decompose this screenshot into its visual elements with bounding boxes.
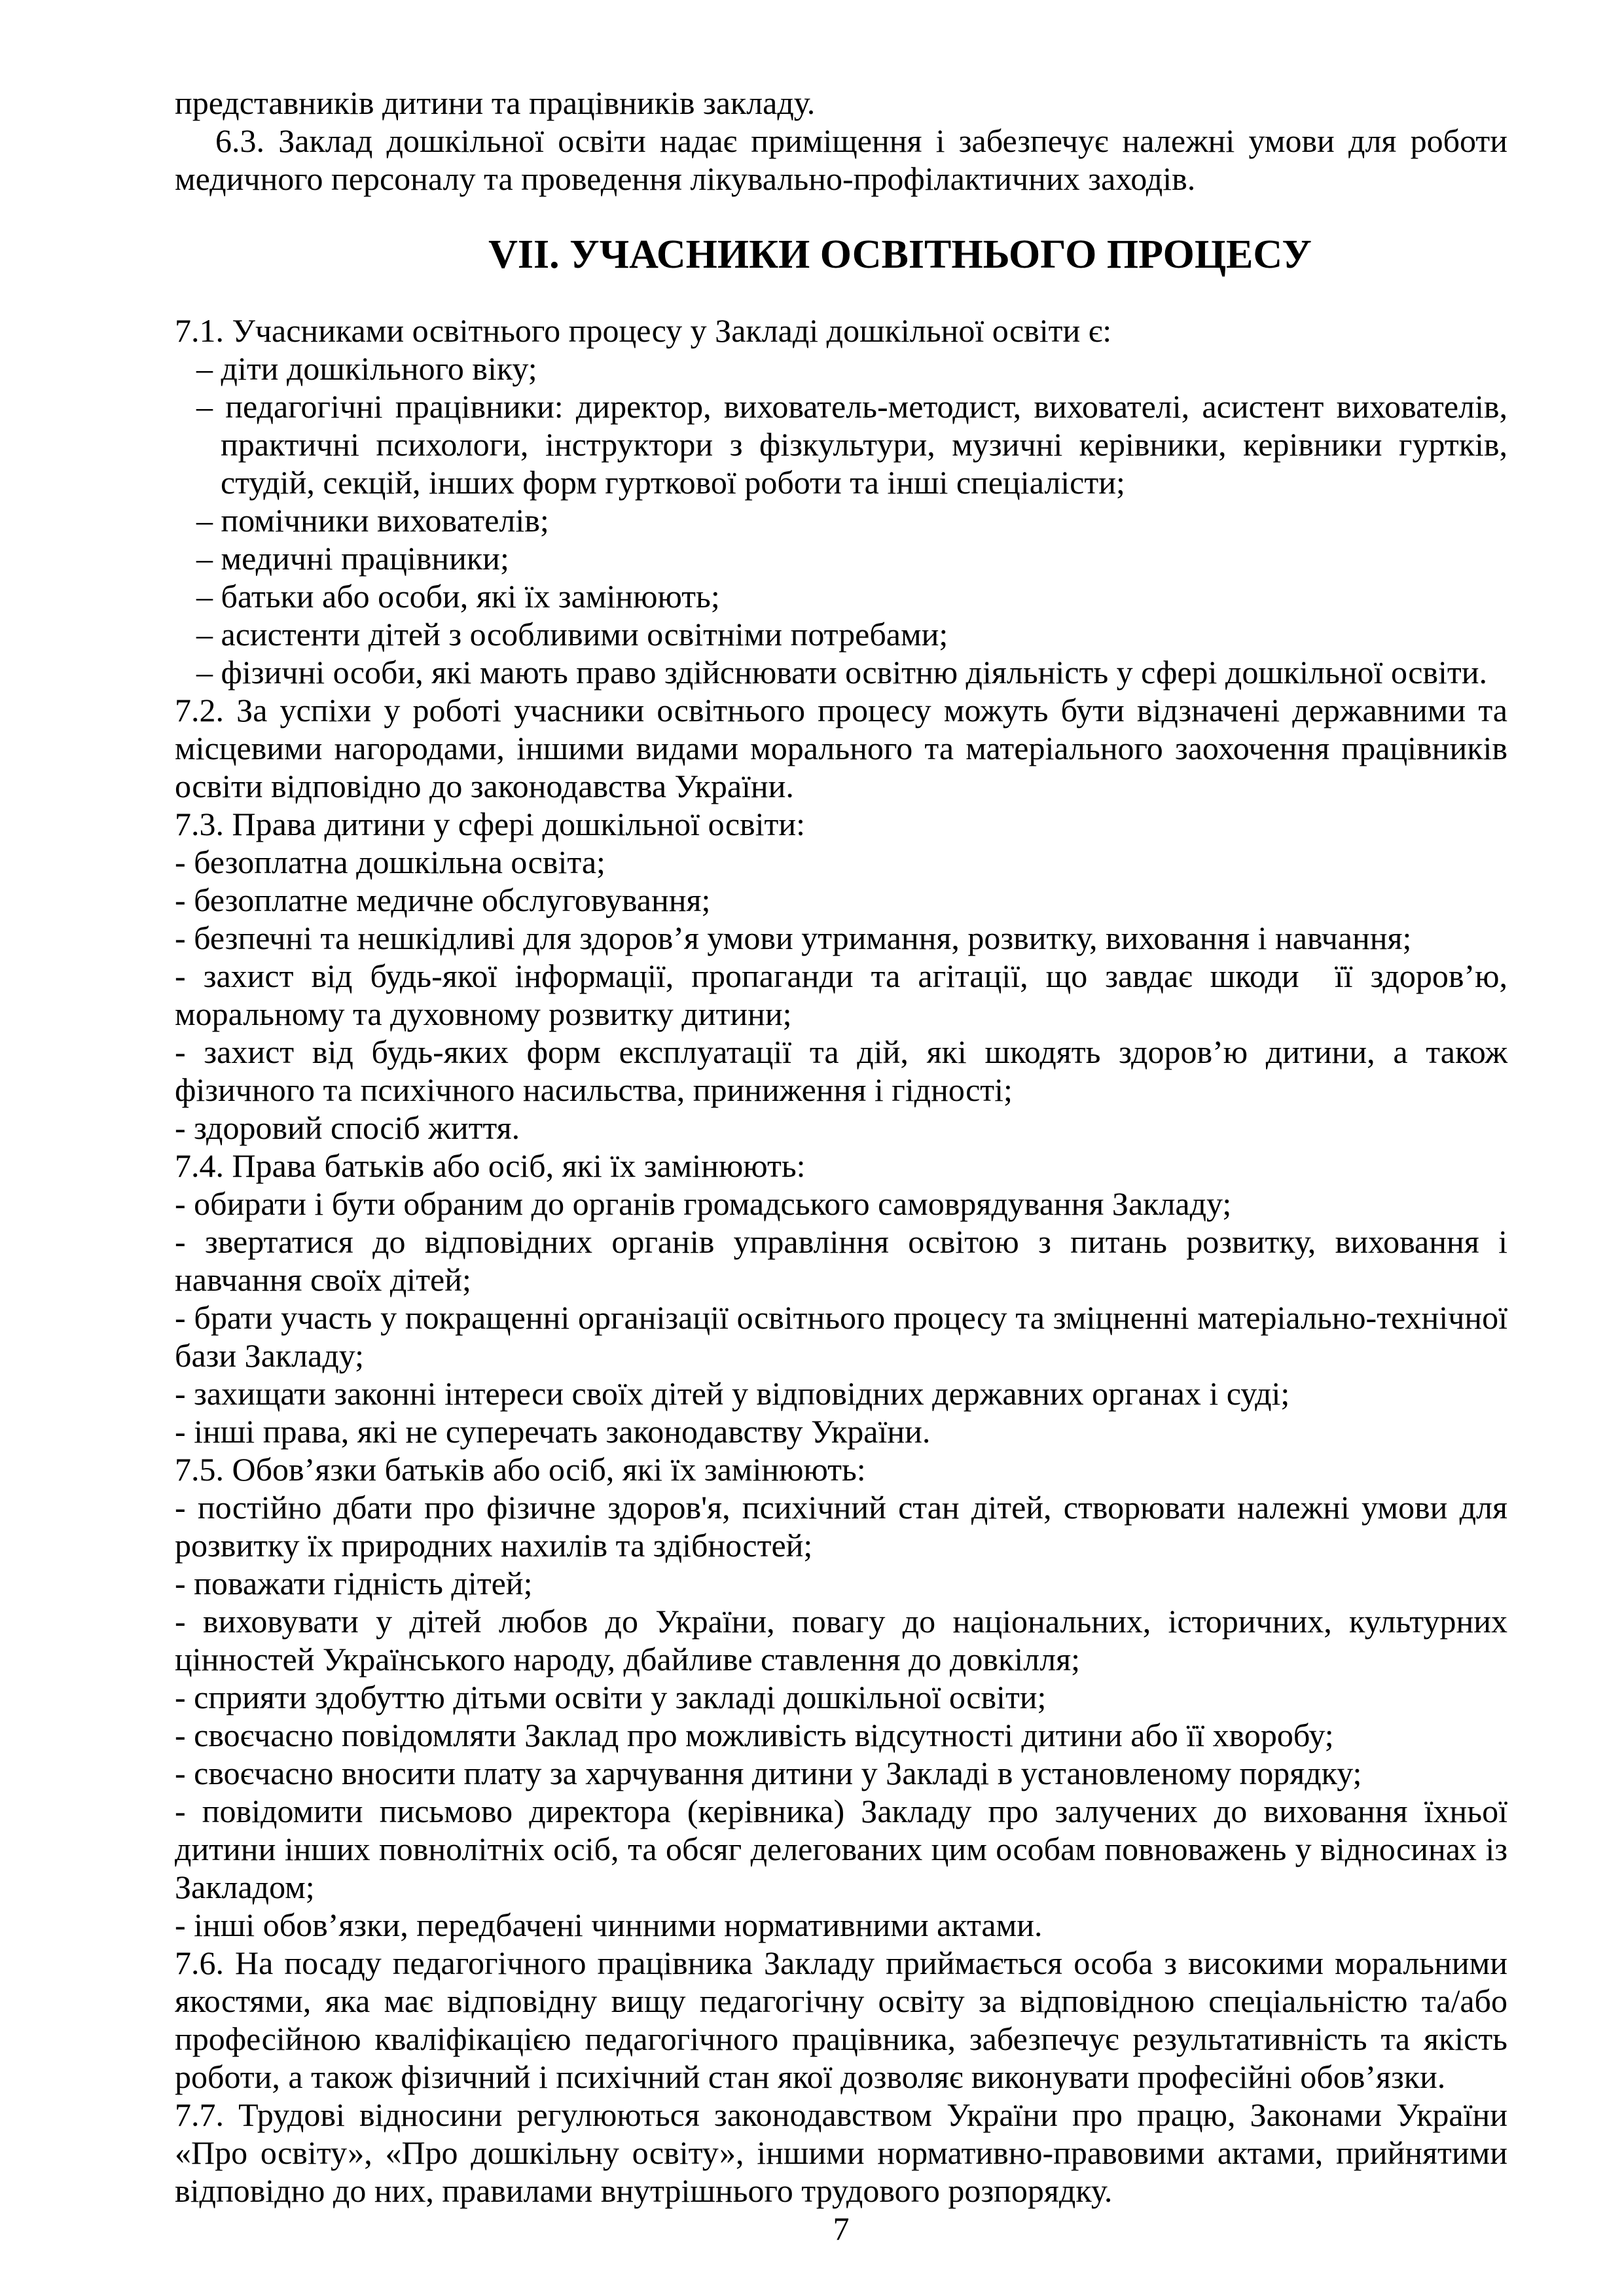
document-body <box>175 84 1507 2248</box>
hyphen-list-item: - здоровий спосіб життя. <box>175 1109 520 1146</box>
paragraph: 6.3. Заклад дошкільної освіти надає приміщення і забезпечує належні умови для роботи медичного персоналу та проведення лікувально-профілактичних заходів. <box>175 122 1507 197</box>
hyphen-list-item: - захищати законні інтереси своїх дітей у відповідних державних органах і суді; <box>175 1375 1290 1412</box>
dash-list-item: – помічники вихователів; <box>196 502 549 539</box>
dash-list-item: – батьки або особи, які їх замінюють; <box>196 578 720 615</box>
hyphen-list-item: - інші обов’язки, передбачені чинними нормативними актами. <box>175 1907 1043 1943</box>
spacer <box>175 274 1507 312</box>
paragraph: 7.6. На посаду педагогічного працівника Закладу приймається особа з високими моральними якостями, яка має відповідну вищу педагогічну освіту за відповідною спеціальністю та/або професійною кваліфікацією педагогічного працівника, забезпечує результативність та якість роботи, а також фізичний і психічний стан якої дозволяє виконувати професійні обов’язки. <box>175 1945 1507 2095</box>
dash-list-item: – педагогічні працівники: директор, вихователь-методист, вихователі, асистент вихователів, практичні психологи, інструктори з фізкультури, музичні керівники, керівники гуртків, студій, секцій, інших форм гурткової роботи та інші спеціалісти; <box>196 388 1507 501</box>
spacer <box>175 198 1507 236</box>
paragraph: 7.1. Учасниками освітнього процесу у Закладі дошкільної освіти є: <box>175 312 1112 349</box>
dash-list-item: – фізичні особи, які мають право здійснювати освітню діяльність у сфері дошкільної освіти. <box>196 654 1487 691</box>
hyphen-list-item: - інші права, які не суперечать законодавству України. <box>175 1413 931 1450</box>
paragraph: представників дитини та працівників закладу. <box>175 84 816 121</box>
hyphen-list-item: - поважати гідність дітей; <box>175 1565 533 1602</box>
hyphen-list-item: - безоплатна дошкільна освіта; <box>175 844 605 880</box>
hyphen-list-item: - безоплатне медичне обслуговування; <box>175 882 711 918</box>
dash-list-item: – діти дошкільного віку; <box>196 350 537 387</box>
hyphen-list-item: - сприяти здобуттю дітьми освіти у закладі дошкільної освіти; <box>175 1679 1047 1715</box>
page-number: 7 <box>833 2210 850 2247</box>
hyphen-list-item: - захист від будь-яких форм експлуатації та дій, які шкодять здоров’ю дитини, а також фізичного та психічного насильства, приниження і гідності; <box>175 1033 1507 1108</box>
hyphen-list-item: - повідомити письмово директора (керівника) Закладу про залучених до виховання їхньої дитини інших повнолітніх осіб, та обсяг делегованих цим особам повноважень у відносинах із Закладом; <box>175 1793 1507 1905</box>
paragraph: 7.3. Права дитини у сфері дошкільної освіти: <box>175 806 806 842</box>
dash-list-item: – медичні працівники; <box>196 540 509 577</box>
hyphen-list-item: - постійно дбати про фізичне здоров'я, психічний стан дітей, створювати належні умови для розвитку їх природних нахилів та здібностей; <box>175 1489 1507 1564</box>
dash-list-item: – асистенти дітей з особливими освітніми потребами; <box>196 616 948 653</box>
paragraph: 7.5. Обов’язки батьків або осіб, які їх замінюють: <box>175 1451 866 1488</box>
section-heading: VII. УЧАСНИКИ ОСВІТНЬОГО ПРОЦЕСУ <box>488 232 1312 277</box>
hyphen-list-item: - брати участь у покращенні організації освітнього процесу та зміцненні матеріально-технічної бази Закладу; <box>175 1299 1507 1374</box>
hyphen-list-item: - виховувати у дітей любов до України, повагу до національних, історичних, культурних цінностей Українського народу, дбайливе ставлення до довкілля; <box>175 1603 1507 1677</box>
paragraph: 7.2. За успіхи у роботі учасники освітнього процесу можуть бути відзначені державними та місцевими нагородами, іншими видами морального та матеріального заохочення працівників освіти відповідно до законодавства України. <box>175 692 1507 804</box>
paragraph: 7.7. Трудові відносини регулюються законодавством України про працю, Законами України «Про освіту», «Про дошкільну освіту», іншими нормативно-правовими актами, прийнятими відповідно до них, правилами внутрішнього трудового розпорядку. <box>175 2096 1507 2209</box>
hyphen-list-item: - звертатися до відповідних органів управління освітою з питань розвитку, виховання і навчання своїх дітей; <box>175 1223 1507 1298</box>
hyphen-list-item: - безпечні та нешкідливі для здоров’я умови утримання, розвитку, виховання і навчання; <box>175 920 1412 956</box>
hyphen-list-item: - своєчасно вносити плату за харчування дитини у Закладі в установленому порядку; <box>175 1755 1362 1791</box>
hyphen-list-item: - захист від будь-якої інформації, пропаганди та агітації, що завдає шкоди її здоров’ю, моральному та духовному розвитку дитини; <box>175 958 1507 1032</box>
hyphen-list-item: - обирати і бути обраним до органів громадського самоврядування Закладу; <box>175 1185 1232 1222</box>
paragraph: 7.4. Права батьків або осіб, які їх замінюють: <box>175 1147 806 1184</box>
hyphen-list-item: - своєчасно повідомляти Заклад про можливість відсутності дитини або її хворобу; <box>175 1717 1334 1753</box>
